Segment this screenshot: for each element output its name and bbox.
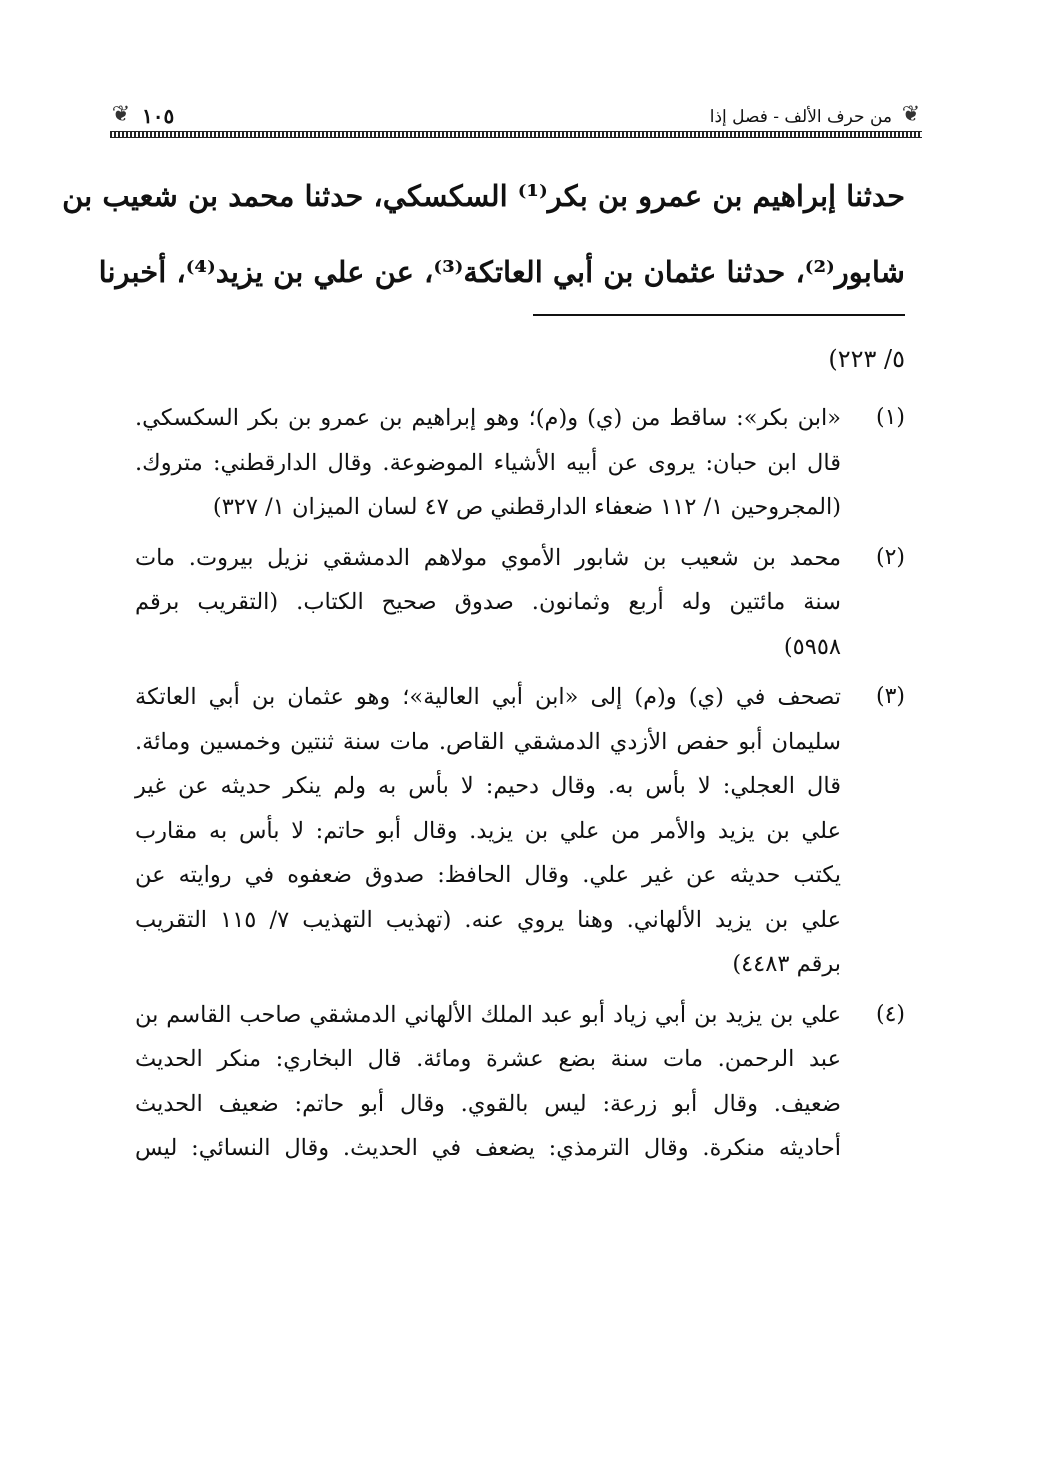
header-ornament-icon: ❦ <box>901 102 921 127</box>
footnote-1 <box>135 396 905 530</box>
footnote-line: يكتب حديثه عن غير علي. وقال الحافظ: صدوق ضعفوه في روايته عن <box>135 862 841 888</box>
footnote-2 <box>135 536 905 670</box>
main-text-line: شابور⁽²⁾، حدثنا عثمان بن أبي العاتكة⁽³⁾، عن علي بن يزيد⁽⁴⁾، أخبرنا <box>98 255 905 289</box>
footnote-line: تصحف في (ي) و(م) إلى «ابن أبي العالية»؛ وهو عثمان بن أبي العاتكة <box>135 684 841 710</box>
footnote-line: علي بن يزيد الألهاني. وهنا يروي عنه. (تهذيب التهذيب ٧/ ١١٥ التقريب <box>135 906 841 933</box>
footnote-number: (٢) <box>875 544 905 570</box>
footnote-line: ضعيف. وقال أبو زرعة: ليس بالقوي. وقال أبو حاتم: ضعيف الحديث <box>135 1090 841 1117</box>
footnote-line: عبد الرحمن. مات سنة بضع عشرة ومائة. قال البخاري: منكر الحديث <box>135 1046 841 1072</box>
footnote-3 <box>135 675 905 987</box>
main-text-line: حدثنا إبراهيم بن عمرو بن بكر⁽¹⁾ السكسكي، حدثنا محمد بن شعيب بن <box>62 179 905 213</box>
page-number: ١٠٥ <box>142 104 175 128</box>
footnote-line: سنة مائتين وله أربع وثمانون. صدوق صحيح الكتاب. (التقريب برقم <box>135 589 841 615</box>
footnote-line: سليمان أبو حفص الأزدي الدمشقي القاص. مات سنة ثنتين وخمسين ومائة. <box>135 728 841 755</box>
footnote-line: برقم ٤٤٨٣) <box>732 951 841 977</box>
footnote-line: ٥٩٥٨) <box>783 633 841 660</box>
footnote-number: (١) <box>875 405 905 430</box>
footnote-line: (المجروحين ١/ ١١٢ ضعفاء الدارقطني ص ٤٧ لسان الميزان ١/ ٣٢٧) <box>212 494 841 520</box>
running-header <box>110 100 922 138</box>
footnote-line: علي بن يزيد والأمر من علي بن يزيد. وقال أبو حاتم: لا بأس به مقارب <box>135 817 841 844</box>
footnote-continuation: ٥/ ٢٢٣) <box>828 345 905 373</box>
page-number-ornament-icon: ❦ <box>111 102 131 127</box>
footnotes <box>135 396 905 1177</box>
footnote-line: علي بن يزيد بن أبي زياد أبو عبد الملك الألهاني الدمشقي صاحب القاسم بن <box>135 1001 841 1028</box>
main-text <box>62 158 905 310</box>
header-rule <box>110 131 922 138</box>
footnote-4 <box>135 993 905 1171</box>
footnote-number: (٣) <box>875 684 905 709</box>
footnote-line: قال ابن حبان: يروى عن أبيه الأشياء الموضوعة. وقال الدارقطني: متروك. <box>135 449 841 476</box>
chapter-title: من حرف الألف - فصل إذا <box>709 107 892 127</box>
footnote-number: (٤) <box>875 1001 905 1027</box>
footnote-line: «ابن بكر»: ساقط من (ي) و(م)؛ وهو إبراهيم بن عمرو بن بكر السكسكي. <box>135 405 841 431</box>
footnote-line: محمد بن شعيب بن شابور الأموي مولاهم الدمشقي نزيل بيروت. مات <box>135 544 841 571</box>
footnote-separator <box>533 314 905 316</box>
footnote-line: أحاديثه منكرة. وقال الترمذي: يضعف في الحديث. وقال النسائي: ليس <box>135 1135 841 1161</box>
footnote-line: قال العجلي: لا بأس به. وقال دحيم: لا بأس به ولم ينكر حديثه عن غير <box>135 773 841 799</box>
